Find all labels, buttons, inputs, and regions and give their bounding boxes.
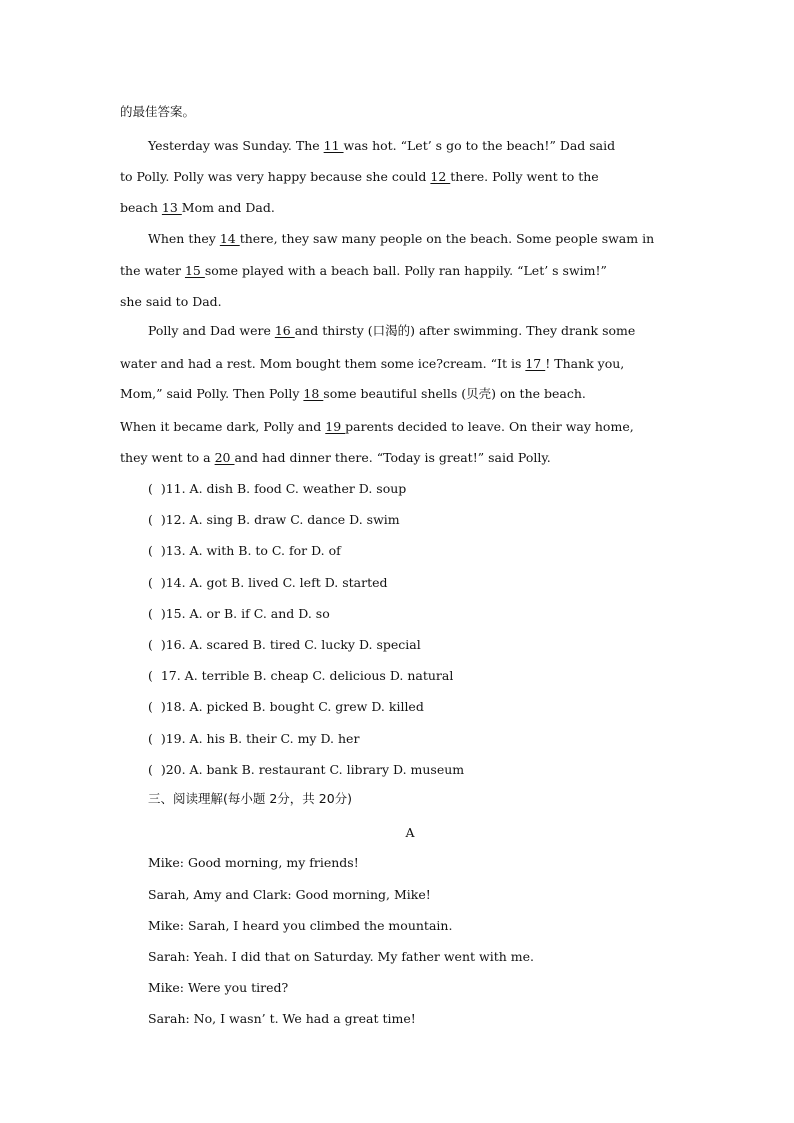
blank-19: 19 (325, 419, 346, 434)
question-item: ( 17. A. terrible B. cheap C. delicious D. natural (148, 668, 454, 683)
blank-17: 17 (525, 356, 546, 371)
blank-14: 14 (219, 231, 240, 246)
question-item: ( )19. A. his B. their C. my D. her (148, 731, 360, 746)
question-item: ( )18. A. picked B. bought C. grew D. killed (148, 699, 424, 714)
question-item: ( )11. A. dish B. food C. weather D. soup (148, 481, 407, 496)
passage-line (120, 450, 680, 466)
passage-text: Mom and Dad. (181, 200, 275, 215)
passage-text: some played with a beach ball. Polly ran happily. “Let’ s swim!” (204, 263, 607, 278)
passage-text: she said to Dad. (120, 294, 222, 309)
blank-20: 20 (214, 450, 235, 465)
passage-text: some beautiful shells (贝壳) on the beach. (323, 386, 586, 401)
blank-13: 13 (161, 200, 182, 215)
passage-line (120, 263, 680, 279)
blank-16: 16 (274, 323, 295, 338)
passage-text: and had dinner there. “Today is great!” said Polly. (234, 450, 551, 465)
passage-line (148, 138, 708, 154)
passage-text: the water (120, 263, 185, 278)
dialogue-line: Mike: Good morning, my friends! (148, 855, 359, 870)
passage-line (148, 323, 708, 339)
dialogue-line: Sarah: Yeah. I did that on Saturday. My father went with me. (148, 949, 534, 964)
dialogue-line: Mike: Were you tired? (148, 980, 289, 995)
blank-11: 11 (323, 138, 344, 153)
passage-text: When it became dark, Polly and (120, 419, 326, 434)
dialogue-line: Mike: Sarah, I heard you climbed the mountain. (148, 918, 453, 933)
question-item: ( )14. A. got B. lived C. left D. started (148, 575, 388, 590)
question-item: ( )15. A. or B. if C. and D. so (148, 606, 330, 621)
passage-line (120, 200, 680, 216)
part-label: A (405, 825, 415, 840)
passage-text: parents decided to leave. On their way home, (345, 419, 634, 434)
passage-text: beach (120, 200, 162, 215)
passage-line (148, 231, 708, 247)
passage-text: Mom,” said Polly. Then Polly (120, 386, 304, 401)
passage-line (120, 419, 680, 435)
passage-line (120, 294, 680, 310)
passage-text: Yesterday was Sunday. The (148, 138, 324, 153)
passage-text: was hot. “Let’ s go to the beach!” Dad said (343, 138, 616, 153)
blank-18: 18 (303, 386, 324, 401)
passage-text: to Polly. Polly was very happy because she could (120, 169, 431, 184)
passage-line (120, 356, 680, 372)
passage-text: there. Polly went to the (450, 169, 599, 184)
passage-text: they went to a (120, 450, 215, 465)
blank-12: 12 (430, 169, 451, 184)
blank-15: 15 (184, 263, 205, 278)
intro-text: 的最佳答案。 (120, 104, 196, 119)
question-item: ( )20. A. bank B. restaurant C. library D. museum (148, 762, 465, 777)
passage-line (120, 169, 680, 185)
passage-text: there, they saw many people on the beach. Some people swam in (239, 231, 655, 246)
passage-line (120, 386, 680, 402)
dialogue-line: Sarah: No, I wasn’ t. We had a great time! (148, 1011, 416, 1026)
question-item: ( )16. A. scared B. tired C. lucky D. special (148, 637, 421, 652)
passage-text: water and had a rest. Mom bought them some ice?cream. “It is (120, 356, 526, 371)
section-heading: 三、阅读理解(每小题 2分，共 20分) (148, 791, 353, 806)
dialogue-line: Sarah, Amy and Clark: Good morning, Mike! (148, 887, 431, 902)
passage-text: When they (148, 231, 220, 246)
passage-text: ! Thank you, (545, 356, 625, 371)
passage-text: and thirsty (口渴的) after swimming. They drank some (294, 323, 636, 338)
question-item: ( )12. A. sing B. draw C. dance D. swim (148, 512, 400, 527)
passage-text: Polly and Dad were (148, 323, 275, 338)
question-item: ( )13. A. with B. to C. for D. of (148, 543, 341, 558)
